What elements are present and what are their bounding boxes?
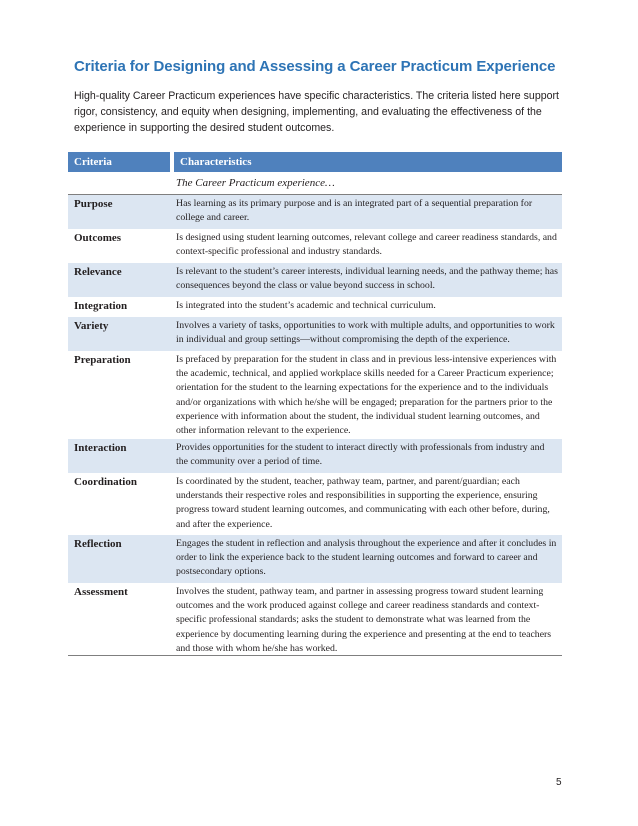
row-criteria: Preparation bbox=[74, 354, 131, 366]
row-criteria: Integration bbox=[74, 300, 128, 312]
row-criteria: Purpose bbox=[68, 195, 170, 229]
row-text: Is prefaced by preparation for the student in class and in previous less-intensive experiences with the academic, technical, and applied workplace skills needed for a Career Practicum experience; orientation for the student to the learning expectations for the experience and to the individuals and/or organizations with which he/she will be engaged; preparation for the partners prior to the experience with information about the student, the individual student learning outcomes, and other information relevant to the experience. bbox=[176, 354, 557, 437]
header-criteria: Criteria bbox=[74, 156, 112, 168]
row-criteria: Interaction bbox=[68, 439, 170, 473]
row-text: Is coordinated by the student, teacher, pathway team, partner, and parent/guardian; each understands their respective roles and responsibilities in supporting the experience, ensuring progress toward student learning outcomes, and communicating with each other before, during, and after the experience. bbox=[176, 476, 550, 530]
table-row bbox=[68, 297, 562, 317]
row-criteria: Outcomes bbox=[74, 232, 122, 244]
table-header bbox=[68, 152, 562, 172]
row-text: Is integrated into the student’s academic and technical curriculum. bbox=[176, 300, 436, 311]
header-characteristics: Characteristics bbox=[180, 156, 252, 168]
row-criteria: Coordination bbox=[74, 476, 137, 488]
row-criteria: Variety bbox=[68, 317, 170, 351]
row-criteria: Relevance bbox=[68, 263, 170, 297]
table-row bbox=[68, 229, 562, 263]
row-text: Provides opportunities for the student to interact directly with professionals from industry and the community over a period of time. bbox=[170, 439, 562, 473]
row-text: Engages the student in reflection and analysis throughout the experience and after it concludes in order to link the experience back to the student learning outcomes and forward to career and postsecondary options. bbox=[170, 535, 562, 583]
page-title: Criteria for Designing and Assessing a Career Practicum Experience bbox=[74, 58, 556, 75]
row-text: Has learning as its primary purpose and is an integrated part of a sequential preparation for college and career. bbox=[170, 195, 562, 229]
table-row bbox=[68, 473, 562, 535]
row-text: Involves the student, pathway team, and partner in assessing progress toward student learning outcomes and the work produced against college and career readiness standards and context-specific professional standards; asks the student to demonstrate what was learned from the experience by documenting learning during the experience and presenting at the end to teachers and those with whom he/she has worked. bbox=[176, 586, 552, 654]
row-criteria: Assessment bbox=[74, 586, 128, 598]
table-row bbox=[68, 439, 562, 473]
table-subheader bbox=[68, 172, 562, 195]
subheader-text: The Career Practicum experience… bbox=[176, 177, 335, 189]
criteria-table bbox=[68, 152, 562, 656]
page-number: 5 bbox=[556, 777, 562, 788]
table-row bbox=[68, 263, 562, 297]
row-text: Involves a variety of tasks, opportunities to work with multiple adults, and opportunities to work in individual and group settings—without compromising the depth of the experience. bbox=[170, 317, 562, 351]
row-text: Is relevant to the student’s career interests, individual learning needs, and the pathway theme; has consequences beyond the class or value beyond success in school. bbox=[170, 263, 562, 297]
table-row bbox=[68, 351, 562, 439]
row-text: Is designed using student learning outcomes, relevant college and career readiness standards, and context-specific professional and industry standards. bbox=[176, 232, 557, 258]
table-row bbox=[68, 195, 562, 229]
row-criteria: Reflection bbox=[68, 535, 170, 583]
table-row bbox=[68, 317, 562, 351]
intro-paragraph: High-quality Career Practicum experiences have specific characteristics. The criteria listed here support rigor, consistency, and equity when designing, implementing, and evaluating the effectiveness of the experience in supporting the desired student outcomes. bbox=[74, 90, 559, 134]
table-row bbox=[68, 583, 562, 656]
table-row bbox=[68, 535, 562, 583]
